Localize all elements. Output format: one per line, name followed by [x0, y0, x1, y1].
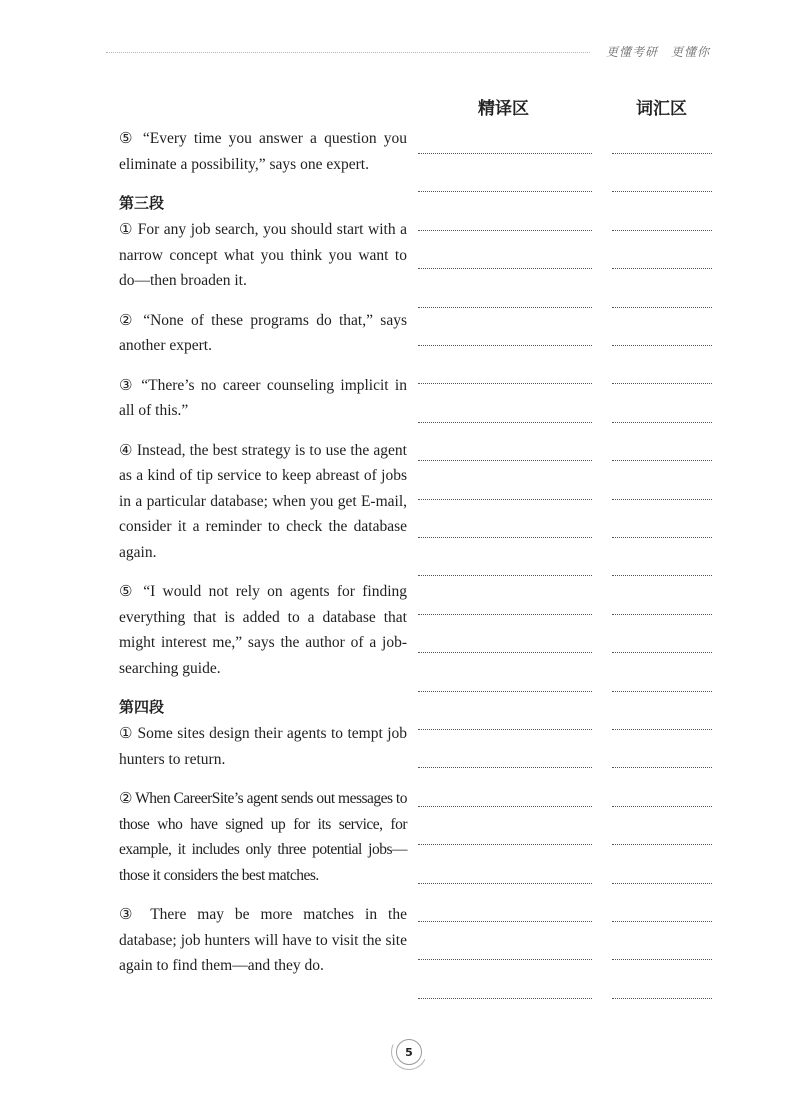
translation-answer-line[interactable] — [418, 998, 592, 999]
sentence-text: “None of these programs do that,” says another expert. — [119, 311, 407, 354]
vocabulary-answer-line[interactable] — [612, 460, 712, 461]
sentence-text: For any job search, you should start with a narrow concept what you think you want to do—then broaden it. — [119, 221, 408, 289]
translation-answer-line[interactable] — [418, 767, 592, 768]
sentence-number: ① — [119, 724, 134, 742]
translation-answer-line[interactable] — [418, 307, 592, 308]
translation-answer-line[interactable] — [418, 422, 592, 423]
translation-answer-line[interactable] — [418, 614, 592, 615]
section-title-3: 第三段 — [119, 194, 165, 212]
sentence-text: “I would not rely on agents for finding everything that is added to a database that might interest me,” says the author of a job-searching guide. — [119, 583, 408, 677]
sentence-item — [119, 126, 407, 177]
translation-answer-line[interactable] — [418, 460, 592, 461]
translation-answer-line[interactable] — [418, 499, 592, 500]
sentence-number: ① — [119, 220, 134, 238]
translation-answer-line[interactable] — [418, 921, 592, 922]
translation-answer-line[interactable] — [418, 883, 592, 884]
translation-answer-line[interactable] — [418, 345, 592, 346]
vocabulary-answer-line[interactable] — [612, 691, 712, 692]
vocabulary-answer-line[interactable] — [612, 537, 712, 538]
vocabulary-answer-line[interactable] — [612, 614, 712, 615]
sentence-item — [119, 373, 407, 424]
sentence-number: ⑤ — [119, 582, 136, 600]
sentence-number: ③ — [119, 905, 140, 923]
sentence-item — [119, 721, 407, 772]
sentence-item — [119, 438, 407, 566]
vocabulary-column-heading: 词汇区 — [636, 99, 687, 119]
header-rule — [106, 52, 590, 53]
vocabulary-answer-line[interactable] — [612, 575, 712, 576]
sentence-item — [119, 902, 407, 979]
sentence-number: ⑤ — [119, 129, 136, 147]
page-header — [0, 0, 800, 70]
sentence-number: ② — [119, 789, 132, 807]
translation-answer-line[interactable] — [418, 268, 592, 269]
sentence-text: There may be more matches in the database; job hunters will have to visit the site again to find them—and they do. — [119, 906, 407, 974]
vocabulary-answer-line[interactable] — [612, 998, 712, 999]
section-title-4: 第四段 — [119, 698, 165, 716]
vocabulary-answer-line[interactable] — [612, 268, 712, 269]
translation-answer-line[interactable] — [418, 691, 592, 692]
translation-answer-line[interactable] — [418, 844, 592, 845]
vocabulary-answer-line[interactable] — [612, 153, 712, 154]
vocabulary-answer-line[interactable] — [612, 307, 712, 308]
sentence-text: “There’s no career counseling implicit in all of this.” — [119, 376, 407, 419]
vocabulary-answer-line[interactable] — [612, 383, 712, 384]
vocabulary-answer-line[interactable] — [612, 230, 712, 231]
vocabulary-answer-line[interactable] — [612, 345, 712, 346]
sentence-item — [119, 217, 407, 294]
vocabulary-answer-line[interactable] — [612, 806, 712, 807]
vocabulary-answer-line[interactable] — [612, 191, 712, 192]
sentence-text: “Every time you answer a question you eliminate a possibility,” says one expert. — [119, 130, 407, 173]
translation-answer-line[interactable] — [418, 729, 592, 730]
sentence-item — [119, 579, 407, 681]
sentence-text: Instead, the best strategy is to use the agent as a kind of tip service to keep abreast of jobs in a particular database; when you get E-mail, consider it a reminder to check the database again. — [119, 441, 407, 561]
translation-answer-line[interactable] — [418, 383, 592, 384]
vocabulary-answer-line[interactable] — [612, 844, 712, 845]
translation-answer-line[interactable] — [418, 537, 592, 538]
sentence-text: Some sites design their agents to tempt job hunters to return. — [119, 725, 407, 768]
vocabulary-answer-line[interactable] — [612, 499, 712, 500]
page-number: 5 — [396, 1039, 422, 1065]
vocabulary-answer-line[interactable] — [612, 767, 712, 768]
vocabulary-answer-line[interactable] — [612, 959, 712, 960]
sentence-text: When CareerSite’s agent sends out messages to those who have signed up for its service, for example, it includes only three potential jobs—those it considers the best matches. — [119, 790, 407, 884]
vocabulary-answer-line[interactable] — [612, 883, 712, 884]
translation-answer-line[interactable] — [418, 230, 592, 231]
vocabulary-answer-line[interactable] — [612, 422, 712, 423]
vocabulary-answer-line[interactable] — [612, 652, 712, 653]
sentence-number: ④ — [119, 440, 133, 459]
translation-answer-line[interactable] — [418, 575, 592, 576]
translation-answer-line[interactable] — [418, 959, 592, 960]
translation-answer-line[interactable] — [418, 153, 592, 154]
vocabulary-answer-line[interactable] — [612, 729, 712, 730]
sentence-column — [119, 126, 407, 993]
translation-column-heading: 精译区 — [478, 99, 529, 119]
header-slogan: 更懂考研 更懂你 — [605, 45, 710, 59]
sentence-item — [119, 786, 407, 888]
translation-answer-line[interactable] — [418, 652, 592, 653]
translation-answer-line[interactable] — [418, 806, 592, 807]
translation-answer-line[interactable] — [418, 191, 592, 192]
sentence-item — [119, 308, 407, 359]
sentence-number: ③ — [119, 375, 135, 394]
sentence-number: ② — [119, 310, 136, 329]
vocabulary-answer-line[interactable] — [612, 921, 712, 922]
